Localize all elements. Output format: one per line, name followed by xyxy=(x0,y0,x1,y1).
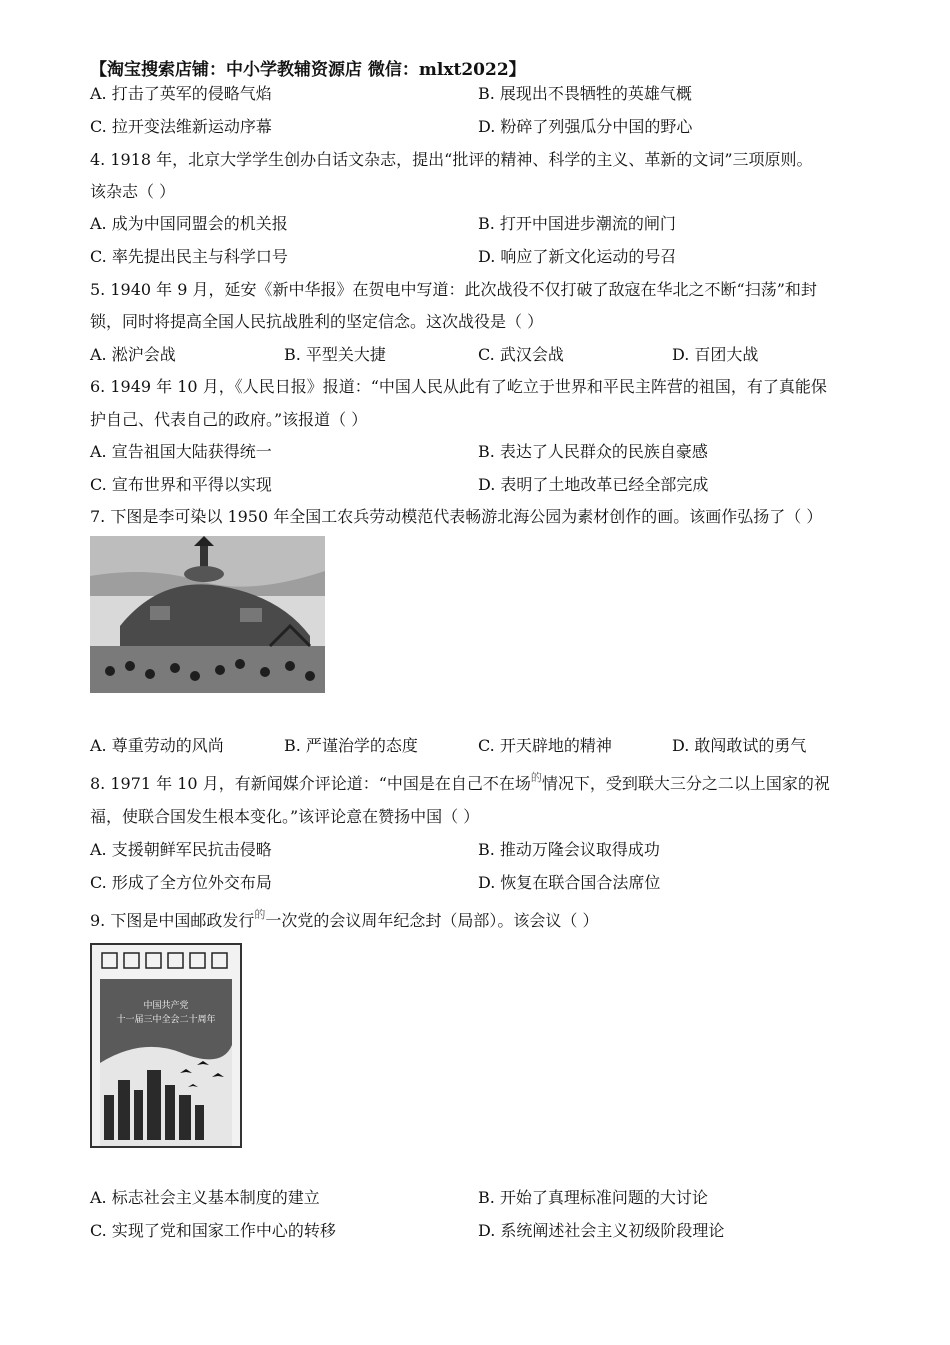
q5-stem-line1: 5. 1940 年 9 月，延安《新中华报》在贺电中写道：此次战役不仅打破了敌寇在华北之不断“扫荡”和封 xyxy=(90,280,817,299)
q4-option-a: A. 成为中国同盟会的机关报 xyxy=(90,214,288,233)
q8-option-d: D. 恢复在联合国合法席位 xyxy=(478,873,661,892)
q9-option-c: C. 实现了党和国家工作中心的转移 xyxy=(90,1221,336,1240)
q8-stem-line2: 福，使联合国发生根本变化。”该评论意在赞扬中国（ ） xyxy=(90,807,480,826)
q6-option-d: D. 表明了土地改革已经全部完成 xyxy=(478,475,709,494)
q9-stem-de: 的 xyxy=(254,908,266,921)
q8-stem-post: 情况下，受到联大三分之二以上国家的祝 xyxy=(541,774,830,793)
q3-option-a: A. 打击了英军的侵略气焰 xyxy=(90,84,272,103)
q5-option-d: D. 百团大战 xyxy=(672,345,759,364)
q8-stem-pre: 8. 1971 年 10 月，有新闻媒介评论道：“中国是在自己不在场 xyxy=(90,774,531,793)
q7-option-a: A. 尊重劳动的风尚 xyxy=(90,736,224,755)
commemorative-cover-art-icon xyxy=(92,945,240,1146)
q4-stem-line1: 4. 1918 年，北京大学学生创办白话文杂志，提出“批评的精神、科学的主义、革新的文词”三项原则。 xyxy=(90,150,813,169)
cover-caption-line1: 中国共产党 xyxy=(143,1001,189,1011)
q8-stem-line1 xyxy=(90,771,830,796)
q4-option-c: C. 率先提出民主与科学口号 xyxy=(90,247,288,266)
q9-option-d: D. 系统阐述社会主义初级阶段理论 xyxy=(478,1221,725,1240)
q4-stem-line2: 该杂志（ ） xyxy=(90,182,176,201)
q9-stem-post: 一次党的会议周年纪念封（局部）。该会议（ ） xyxy=(265,911,599,930)
cover-caption-line2: 十一届三中全会二十周年 xyxy=(116,1015,216,1025)
q3-option-c: C. 拉开变法维新运动序幕 xyxy=(90,117,272,136)
q9-stem-line1 xyxy=(90,908,599,933)
q5-option-a: A. 淞沪会战 xyxy=(90,345,176,364)
q4-option-d: D. 响应了新文化运动的号召 xyxy=(478,247,677,266)
q7-stem-line1: 7. 下图是李可染以 1950 年全国工农兵劳动模范代表畅游北海公园为素材创作的画。该画作弘扬了（ ） xyxy=(90,507,823,526)
q9-option-b: B. 开始了真理标准问题的大讨论 xyxy=(478,1188,708,1207)
q6-stem-line1: 6. 1949 年 10 月，《人民日报》报道：“中国人民从此有了屹立于世界和平民主阵营的祖国，有了真能保 xyxy=(90,377,827,396)
q3-option-b: B. 展现出不畏牺牲的英雄气概 xyxy=(478,84,692,103)
q9-option-a: A. 标志社会主义基本制度的建立 xyxy=(90,1188,320,1207)
q7-option-d: D. 敢闯敢试的勇气 xyxy=(672,736,807,755)
q8-option-b: B. 推动万隆会议取得成功 xyxy=(478,840,660,859)
q8-option-c: C. 形成了全方位外交布局 xyxy=(90,873,272,892)
q6-option-c: C. 宣布世界和平得以实现 xyxy=(90,475,272,494)
beihai-park-painting-icon xyxy=(90,536,325,693)
q6-option-a: A. 宣告祖国大陆获得统一 xyxy=(90,442,272,461)
q8-option-a: A. 支援朝鲜军民抗击侵略 xyxy=(90,840,272,859)
q5-option-b: B. 平型关大捷 xyxy=(284,345,386,364)
q4-option-b: B. 打开中国进步潮流的闸门 xyxy=(478,214,676,233)
q7-painting-image xyxy=(90,536,325,693)
cover-caption xyxy=(100,999,232,1027)
q7-option-c: C. 开天辟地的精神 xyxy=(478,736,612,755)
q8-stem-de: 的 xyxy=(530,771,542,784)
q5-stem-line2: 锁，同时将提高全国人民抗战胜利的坚定信念。这次战役是（ ） xyxy=(90,312,544,331)
q6-stem-line2: 护自己、代表自己的政府。”该报道（ ） xyxy=(90,410,368,429)
q6-option-b: B. 表达了人民群众的民族自豪感 xyxy=(478,442,708,461)
q3-option-d: D. 粉碎了列强瓜分中国的野心 xyxy=(478,117,693,136)
page-header: 【淘宝搜索店铺：中小学教辅资源店 微信：mlxt2022】 xyxy=(90,60,526,80)
q9-commemorative-cover-image xyxy=(90,943,242,1148)
q9-stem-pre: 9. 下图是中国邮政发行 xyxy=(90,911,255,930)
q5-option-c: C. 武汉会战 xyxy=(478,345,564,364)
q7-option-b: B. 严谨治学的态度 xyxy=(284,736,418,755)
